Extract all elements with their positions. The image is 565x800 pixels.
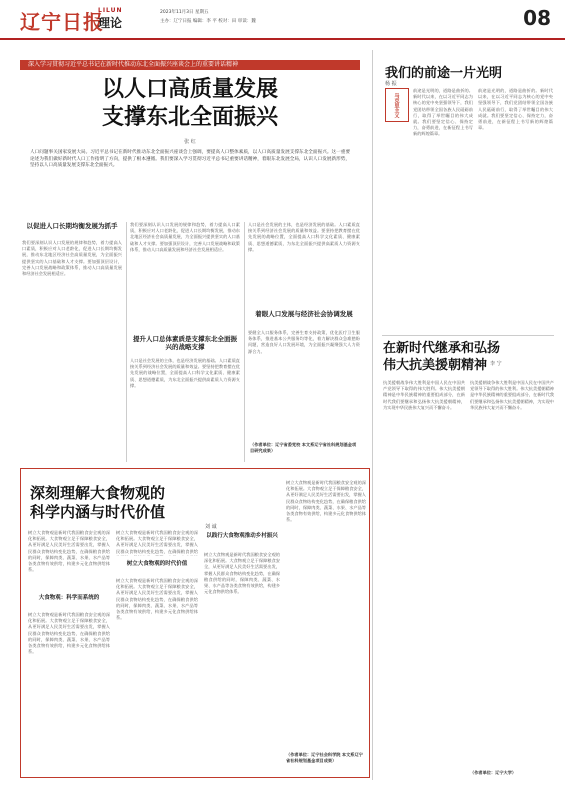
section-name: 理论 <box>98 16 123 30</box>
main-col-2a: 我们要深刻认识人口发展的规律和趋势，着力提高人口素质，积极应对人口老龄化，促进人口长期均衡发展，推动东北地区经济社会高质量发展，为全面振兴提供坚实的人口基础和人才支撑。要加强顶层设计，完善人口发展战略和政策体系，推动人口高质量发展和经济社会发展相适应。 <box>130 222 240 252</box>
feature-col-1a: 树立大食物观是新时代我国粮食安全观的深化和拓展。大食物观立足于保障粮食安全，从更好满足人民美好生活需要出发，掌握人民群众食物结构变化趋势，在确保粮食供给的同时，保障肉类、蔬菜、水果、水产品等各类食物有效供给，构建多元化食物供给体系。 <box>28 530 110 573</box>
feature-col-2b: 树立大食物观是新时代我国粮食安全观的深化和拓展。大食物观立足于保障粮食安全，从更好满足人民美好生活需要出发，掌握人民群众食物结构变化趋势，在确保粮食供给的同时，保障肉类、蔬菜、水果、水产品等各类食物有效供给，构建多元化食物供给体系。 <box>116 578 198 621</box>
right-col-1: 前途是光明的，道路是曲折的。新时代以来，在以习近平同志为核心的党中央坚强领导下，我们党团结带领全国各族人民砥砺前行，取得了举世瞩目的伟大成就。我们要坚定信心、保持定力，奋勇前进，在新征程上书写新的辉煌篇章。 <box>413 88 473 137</box>
feature-col-3: 树立大食物观是新时代我国粮食安全观的深化和拓展。大食物观立足于保障粮食安全，从更好满足人民美好生活需要出发，掌握人民群众食物结构变化趋势，在确保粮食供给的同时，保障肉类、蔬菜、水果、水产品等各类食物有效供给，构建多元化食物供给体系。 <box>204 552 280 595</box>
feature-subhead-1: 大食物观：科学而系统的 <box>38 595 100 601</box>
main-col-3a: 人口是社会发展的主体，也是经济发展的基础。人口素质直接关系到经济社会发展的质量和效益。要坚持把教育摆在优先发展的战略位置，全面提高人口科学文化素质、健康素质、思想道德素质，为东北全面振兴提供高素质人力资源支撑。 <box>248 222 360 252</box>
right2-col-2: 抗美援朝战争伟大胜利是中国人民在中国共产党领导下取得的伟大胜利。伟大抗美援朝精神是中华民族精神的重要组成部分，在新时代我们要继承和弘扬伟大抗美援朝精神，为实现中华民族伟大复兴而不懈奋斗。 <box>470 380 554 410</box>
date-line: 2023年11月3日 星期五 <box>160 10 209 15</box>
page-divider <box>372 50 373 780</box>
headline-line-1: 以人口高质量发展 <box>101 77 278 102</box>
section-en: LILUN <box>98 7 123 14</box>
feature-col-1b: 树立大食物观是新时代我国粮食安全观的深化和拓展。大食物观立足于保障粮食安全，从更好满足人民美好生活需要出发，掌握人民群众食物结构变化趋势，在确保粮食供给的同时，保障肉类、蔬菜、水果、水产品等各类食物有效供给，构建多元化食物供给体系。 <box>28 612 110 655</box>
feature-subhead-3: 以践行大食物观推动乡村振兴 <box>206 533 278 539</box>
subhead-2: 提升人口总体素质是支撑东北全面振兴的战略支撑 <box>133 335 237 351</box>
col-divider <box>244 222 245 462</box>
right-title-2-line-2: 伟大抗美援朝精神 <box>383 358 488 373</box>
banner-text: 深入学习贯彻习近平总书记在新时代推动东北全面振兴座谈会上的重要讲话精神 <box>28 61 239 68</box>
feature-col-2a: 树立大食物观是新时代我国粮食安全观的深化和拓展。大食物观立足于保障粮食安全，从更好满足人民美好生活需要出发，掌握人民群众食物结构变化趋势，在确保粮食供给 <box>116 530 198 554</box>
main-headline <box>20 76 360 132</box>
right-title-2-line-1: 在新时代继承和弘扬 <box>383 341 501 356</box>
section-tag <box>98 7 123 31</box>
topic-banner <box>20 60 360 70</box>
page-number: 08 <box>523 6 551 30</box>
feature-title <box>30 484 230 522</box>
main-author: 张 红 <box>184 139 196 145</box>
main-col-1: 我们要深刻认识人口发展的规律和趋势，着力提高人口素质，积极应对人口老龄化，促进人口长期均衡发展，推动东北地区经济社会高质量发展，为全面振兴提供坚实的人口基础和人才支撑。要加强顶层设计，完善人口发展战略和政策体系，推动人口高质量发展和经济社会发展相适应。 <box>22 240 122 277</box>
main-col-3b: 要健全人口服务体系，完善生育支持政策，优化医疗卫生服务体系，推进基本公共服务均等化，着力解决群众急难愁盼问题，营造良好人口发展环境，为全面振兴凝聚强大人力资源合力。 <box>248 330 360 354</box>
right-col-2: 前途是光明的，道路是曲折的。新时代以来，在以习近平同志为核心的党中央坚强领导下，我们党团结带领全国各族人民砥砺前行，取得了举世瞩目的伟大成就。我们要坚定信心、保持定力，奋勇前进，在新征程上书写新的辉煌篇章。 <box>478 88 553 131</box>
feature-col-4: 树立大食物观是新时代我国粮食安全观的深化和拓展。大食物观立足于保障粮食安全，从更好满足人民美好生活需要出发，掌握人民群众食物结构变化趋势，在确保粮食供给的同时，保障肉类、蔬菜、水果、水产品等各类食物有效供给，构建多元化食物供给体系。 <box>286 480 366 523</box>
right-title-1: 我们的前途一片光明 <box>385 66 503 81</box>
editor-line: 主办：辽宁日报 编辑：李 平 校对：田 审读：魏 <box>160 19 256 24</box>
feature-footnote: （作者单位：辽宁社会科学院 本文系辽宁省社科规划基金项目成果） <box>286 752 363 763</box>
feature-title-line-1: 深刻理解大食物观的 <box>30 484 166 502</box>
main-lead: 人口问题事关国家发展大局。习近平总书记在新时代推动东北全面振兴座谈会上强调，要提高人口整体素质，以人口高质量发展支撑东北全面振兴。这一重要论述为我们做好新时代人口工作指明了方向，提供了根本遵循。我们要深入学习贯彻习近平总书记重要讲话精神，着眼东北发展全局，认识人口发展新形势，坚持以人口高质量发展支撑东北全面振兴。 <box>30 150 350 169</box>
feature-author: 刘 诚 <box>205 524 217 530</box>
column-badge <box>385 88 409 122</box>
main-col-2b: 人口是社会发展的主体，也是经济发展的基础。人口素质直接关系到经济社会发展的质量和效益。要坚持把教育摆在优先发展的战略位置，全面提高人口科学文化素质、健康素质、思想道德素质，为东北全面振兴提供高素质人力资源支撑。 <box>130 358 240 388</box>
headline-line-2: 支撑东北全面振兴 <box>101 105 278 130</box>
column-badge-label: 马克思主义 <box>393 92 400 118</box>
feature-subhead-2: 树立大食物观的时代价值 <box>126 561 188 567</box>
subhead-1: 以促进人口长期均衡发展为抓手 <box>26 222 118 230</box>
col-divider <box>126 222 127 462</box>
subhead-3: 着眼人口发展与经济社会协调发展 <box>255 310 353 318</box>
feature-title-line-2: 科学内涵与时代价值 <box>30 503 166 521</box>
newspaper-logo: 辽宁日报 <box>20 10 104 34</box>
right-title-2 <box>383 340 500 374</box>
right-author-2: 李 宁 <box>490 361 502 367</box>
right-author-1: 杨 振 <box>385 81 397 87</box>
right2-col-1: 抗美援朝战争伟大胜利是中国人民在中国共产党领导下取得的伟大胜利。伟大抗美援朝精神是中华民族精神的重要组成部分，在新时代我们要继承和弘扬伟大抗美援朝精神，为实现中华民族伟大复兴而不懈奋斗。 <box>383 380 465 410</box>
article-divider <box>382 335 554 336</box>
right2-footnote: （作者单位：辽宁大学） <box>470 770 517 775</box>
masthead <box>0 0 565 40</box>
main-footnote: （作者单位：辽宁省委党校 本文系辽宁省社科规划基金项目研究成果） <box>250 442 357 453</box>
